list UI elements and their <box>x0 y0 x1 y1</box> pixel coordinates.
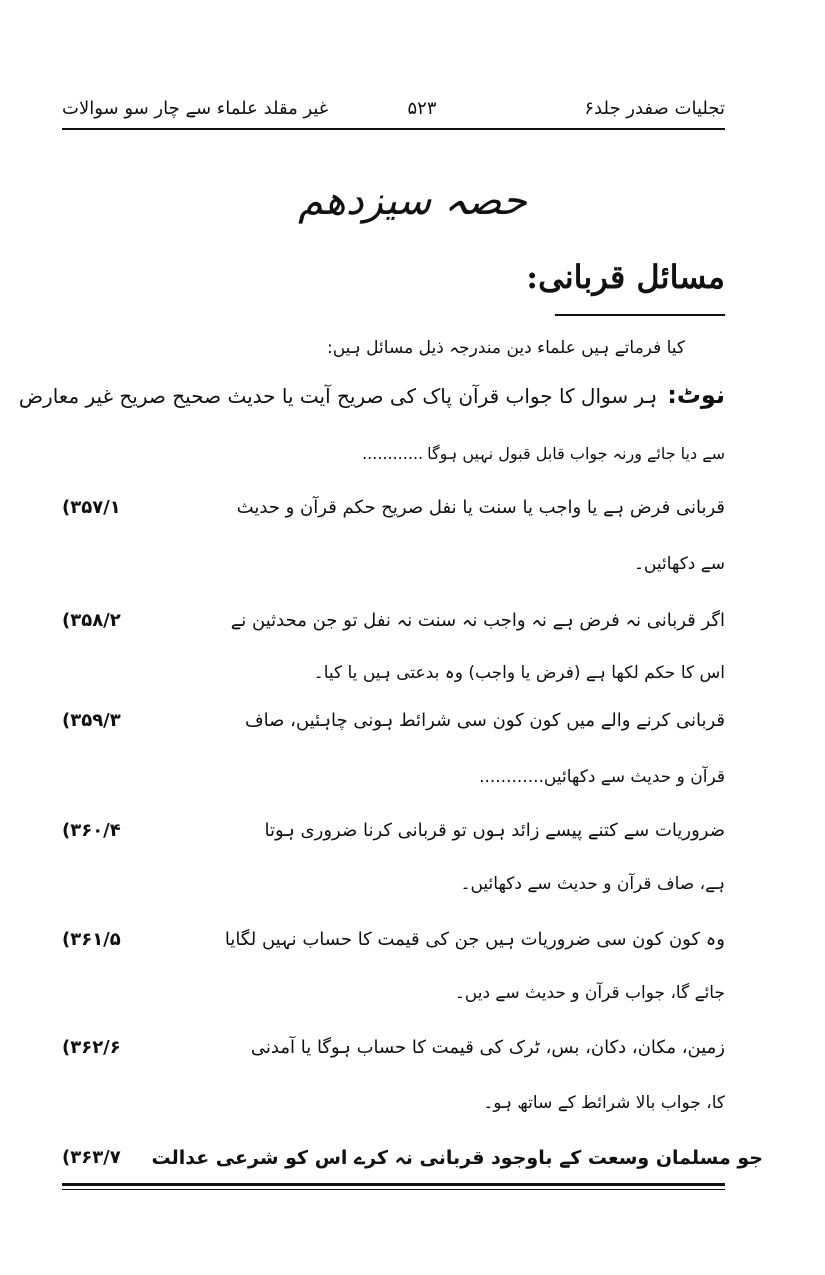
question-number: (۳۶۳/۷ <box>62 1147 121 1168</box>
note-paragraph <box>19 381 725 410</box>
question-number: (۳۶۰/۴ <box>62 820 121 841</box>
part-title: حصہ سیزدھم <box>298 178 527 224</box>
footer-divider <box>62 1183 725 1190</box>
question-text: وہ کون کون سی ضروریات ہیں جن کی قیمت کا حساب نہیں لگایا <box>224 929 725 950</box>
note-dots: ............ <box>362 444 424 463</box>
question-continuation: اس کا حکم لکھا ہے (فرض یا واجب) وہ بدعتی ہیں یا کیا۔ <box>313 663 725 683</box>
section-heading: مسائل قربانی: <box>526 258 725 296</box>
question-continuation: قرآن و حدیث سے دکھائیں............ <box>479 767 725 787</box>
note-continuation-text: سے دیا جائے ورنہ جواب قابل قبول نہیں ہوگا <box>427 444 725 463</box>
note-label: نوٹ: <box>667 381 725 409</box>
header-divider <box>62 128 725 130</box>
section-heading-underline <box>555 314 725 316</box>
intro-text: کیا فرماتے ہیں علماء دین مندرجہ ذیل مسائل ہیں: <box>327 338 685 358</box>
note-text: ہر سوال کا جواب قرآن پاک کی صریح آیت یا حدیث صحیح صریح غیر معارض <box>18 384 658 408</box>
question-continuation: سے دکھائیں۔ <box>633 554 725 574</box>
question-text: اگر قربانی نہ فرض ہے نہ واجب نہ سنت نہ نفل تو جن محدثین نے <box>230 610 725 631</box>
running-head <box>62 92 725 126</box>
question-continuation: ہے، صاف قرآن و حدیث سے دکھائیں۔ <box>460 874 725 894</box>
note-continuation <box>362 440 725 468</box>
question-text: زمین، مکان، دکان، بس، ٹرک کی قیمت کا حساب ہوگا یا آمدنی <box>250 1037 725 1058</box>
question-text: قربانی فرض ہے یا واجب یا سنت یا نفل صریح حکم قرآن و حدیث <box>236 497 725 518</box>
question-continuation: کا، جواب بالا شرائط کے ساتھ ہو۔ <box>483 1093 725 1113</box>
page-number: ۵۲۳ <box>407 98 437 119</box>
question-number: (۳۵۸/۲ <box>62 610 121 631</box>
question-continuation: جائے گا، جواب قرآن و حدیث سے دیں۔ <box>454 983 725 1003</box>
question-text: ضروریات سے کتنے پیسے زائد ہوں تو قربانی کرنا ضروری ہوتا <box>264 820 725 841</box>
question-text: جو مسلمان وسعت کے باوجود قربانی نہ کرے اس کو شرعی عدالت <box>151 1147 763 1169</box>
question-number: (۳۵۷/۱ <box>62 497 121 518</box>
question-number: (۳۵۹/۳ <box>62 710 121 731</box>
running-head-book-title: تجلیات صفدر جلد۶ <box>584 98 725 119</box>
question-number: (۳۶۲/۶ <box>62 1037 121 1058</box>
running-head-article-title: غیر مقلد علماء سے چار سو سوالات <box>62 98 329 119</box>
question-number: (۳۶۱/۵ <box>62 929 121 950</box>
question-text: قربانی کرنے والے میں کون کون سی شرائط ہونی چاہئیں، صاف <box>244 710 725 731</box>
